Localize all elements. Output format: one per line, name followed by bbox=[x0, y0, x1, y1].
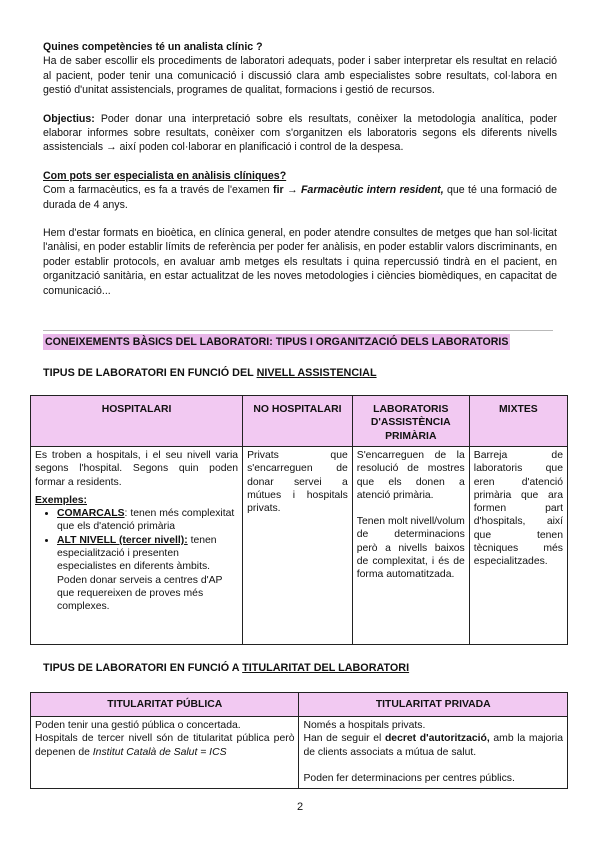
list-item: • ALT NIVELL (tercer nivell): tenen especialització i presenten especialistes en diferents àmbits. Poden donar serveis a centres d'AP que requereixen de proves més complexes. bbox=[57, 534, 238, 614]
table-titularitat bbox=[30, 692, 568, 789]
hospitalari-text: Es troben a hospitals, i el seu nivell varia segons l'hospital. Segons quin poden formar a residents. bbox=[35, 450, 239, 488]
page-content bbox=[43, 40, 557, 298]
arrow-glyph: → bbox=[283, 184, 301, 197]
fir-term: fir bbox=[273, 184, 284, 197]
subtitle-2-prefix: TIPUS DE LABORATORI EN FUNCIÓ A bbox=[43, 662, 243, 674]
table-nivell-assistencial bbox=[30, 395, 568, 645]
header-mixtes: MIXTES bbox=[469, 396, 567, 447]
especialista-text-a: Com a farmacèutics, es fa a través de l'examen bbox=[43, 184, 274, 197]
cell-no-hospitalari: Privats que s'encarreguen de donar servei a mútues i hospitals privats. bbox=[243, 447, 353, 645]
header-no-hospitalari: NO HOSPITALARI bbox=[243, 396, 353, 447]
subtitle-titularitat bbox=[43, 661, 409, 675]
primaria-text-a: S'encarreguen de la resolució de mostres que els donen a atenció primària. bbox=[356, 450, 465, 501]
competencies-text: Ha de saber escollir els procediments de laboratori adequats, poder i saber interpretar els resultat en relació al pacient, poder tenir una comunicació i discussió clara amb especialistes sobre resultats, col·labora en gestió d'unitat assistencials, programes de qualitat, formacions i gestió de recursos. bbox=[43, 55, 557, 97]
formacio-paragraph: Hem d'estar formats en bioètica, en clínica general, en poder atendre consultes de metges que han sol·licitat l'anàlisi, en poder establir límits de referència per poder fer anàlisis, en poder establir valors discriminants, en poder establir protocols, en avaluar amb metges els resultats i quina repercussió tindrà en el pacient, en organització sanitària, en estar actualitzat de les noves metodologies i ciències biomèdiques, en capacitat de comunicació... bbox=[43, 227, 557, 297]
objectius-text: Poder donar una interpretació sobre els resultats, conèixer la metodologia analítica, poder elaborar informes sobre resultats, conèixer com s'organitzen els laboratoris segons els diferents nivells assistencials → així poden col·laborar en planificació i control de la despesa. bbox=[43, 112, 557, 154]
cell-publica: Poden tenir una gestió pública o concertada. Hospitals de tercer nivell són de titularitat pública però depenen de Institut Català de Salut = ICS bbox=[31, 717, 299, 789]
especialista-text bbox=[43, 183, 557, 212]
section-title: CONEIXEMENTS BÀSICS DEL LABORATORI: TIPUS I ORGANITZACIÓ DELS LABORATORIS bbox=[43, 334, 510, 350]
publica-text: Hospitals de tercer nivell són de titularitat pública però depenen de Institut Català de Salut = ICS bbox=[35, 733, 295, 758]
especialista-text-b: que té una formació de durada de 4 anys. bbox=[43, 184, 558, 211]
objectius-label: Objectius: bbox=[43, 112, 95, 125]
subtitle-2-underlined: TITULARITAT DEL LABORATORI bbox=[242, 662, 410, 674]
subtitle-1-underlined: NIVELL ASSISTENCIAL bbox=[256, 367, 377, 379]
cell-privada: Només a hospitals privats. Han de seguir el decret d'autorització, amb la majoria de clients associats a mútua de salut. Poden fer determinacions per centres públics. bbox=[299, 717, 568, 789]
header-publica: TITULARITAT PÚBLICA bbox=[31, 693, 299, 717]
privada-text: Han de seguir el decret d'autorització, amb la majoria de clients associats a mútua de salut. bbox=[303, 733, 563, 758]
primaria-text-b: Tenen molt nivell/volum de determinacions però a nivells baixos de complexitat, i és de forma automatitzada. bbox=[356, 516, 465, 581]
examples-label: Exemples: bbox=[35, 494, 87, 506]
page-number: 2 bbox=[296, 801, 304, 813]
especialista-heading: Com pots ser especialista en anàlisis clíniques? bbox=[43, 169, 287, 182]
examples-list bbox=[35, 507, 238, 613]
section-divider bbox=[43, 330, 553, 331]
subtitle-1-prefix: TIPUS DE LABORATORI EN FUNCIÓ DEL bbox=[43, 367, 257, 379]
fir-detail: Farmacèutic intern resident, bbox=[300, 184, 444, 197]
header-hospitalari: HOSPITALARI bbox=[31, 396, 243, 447]
subtitle-nivell-assistencial bbox=[43, 366, 377, 380]
header-privada: TITULARITAT PRIVADA bbox=[299, 693, 568, 717]
objectius-paragraph bbox=[43, 112, 557, 155]
cell-hospitalari bbox=[31, 447, 243, 645]
cell-primaria bbox=[352, 447, 469, 645]
cell-mixtes: Barreja de laboratoris que eren d'atenció primària que ara formen part d'hospitals, així que tenen tècniques més especialitzades. bbox=[469, 447, 567, 645]
header-primaria: LABORATORIS D'ASSISTÈNCIA PRIMÀRIA bbox=[352, 396, 469, 447]
list-item: • COMARCALS: tenen més complexitat que els d'atenció primària bbox=[57, 507, 238, 534]
competencies-heading: Quines competències té un analista clínic ? bbox=[43, 41, 263, 53]
